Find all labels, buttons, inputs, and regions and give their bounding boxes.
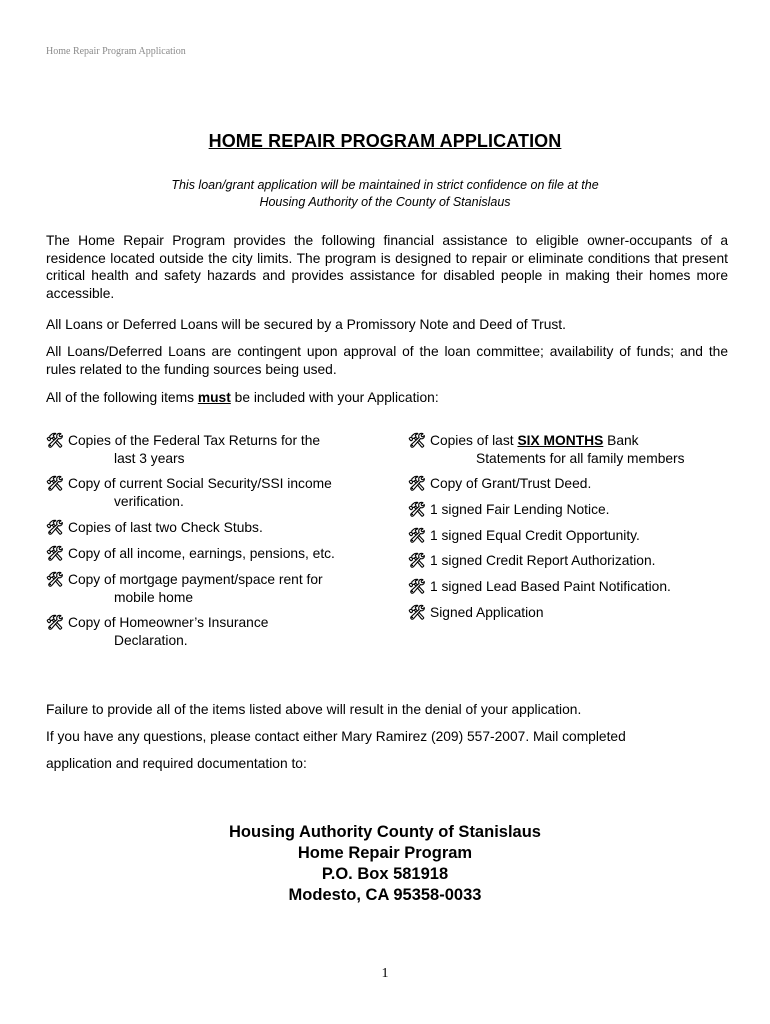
denial-warning: Failure to provide all of the items listed above will result in the denial of your application. xyxy=(46,702,582,717)
list-item xyxy=(46,571,323,606)
tools-icon: 🛠 xyxy=(408,552,426,568)
address-line: Housing Authority County of Stanislaus xyxy=(229,823,541,841)
tools-icon: 🛠 xyxy=(46,432,64,448)
item-text: Copy of current Social Security/SSI income xyxy=(68,476,332,491)
mailing-address xyxy=(0,822,770,906)
tools-icon: 🛠 xyxy=(46,545,64,561)
list-item xyxy=(46,432,320,467)
item-text: 1 signed Lead Based Paint Notification. xyxy=(430,579,671,594)
item-text-continued: last 3 years xyxy=(114,450,185,466)
address-line: Modesto, CA 95358-0033 xyxy=(288,886,482,904)
items-intro-before: All of the following items xyxy=(46,390,198,405)
list-item xyxy=(46,545,335,563)
item-text: Signed Application xyxy=(430,605,544,620)
item-text: Copy of Grant/Trust Deed. xyxy=(430,476,592,491)
contact-line: If you have any questions, please contact either Mary Ramirez (209) 557-2007. Mail completed xyxy=(46,729,626,744)
security-note: All Loans or Deferred Loans will be secured by a Promissory Note and Deed of Trust. xyxy=(46,317,566,332)
list-item xyxy=(408,578,671,596)
page-number: 1 xyxy=(381,966,389,981)
page-title: HOME REPAIR PROGRAM APPLICATION xyxy=(208,131,562,151)
six-months-emphasis: SIX MONTHS xyxy=(517,433,604,448)
mailing-instruction: application and required documentation to: xyxy=(46,756,307,771)
item-text-continued: verification. xyxy=(114,493,184,509)
list-item xyxy=(46,475,332,510)
list-item xyxy=(408,552,655,570)
tools-icon: 🛠 xyxy=(408,501,426,517)
tools-icon: 🛠 xyxy=(46,519,64,535)
list-item xyxy=(408,604,544,622)
item-text: Copy of mortgage payment/space rent for xyxy=(68,572,323,587)
item-text: Copies of the Federal Tax Returns for the xyxy=(68,433,321,448)
tools-icon: 🛠 xyxy=(46,614,64,630)
item-text: 1 signed Credit Report Authorization. xyxy=(430,553,656,568)
item-text: Copies of last two Check Stubs. xyxy=(68,520,263,535)
tools-icon: 🛠 xyxy=(46,571,64,587)
list-item xyxy=(408,527,640,545)
address-line: Home Repair Program xyxy=(297,844,473,862)
program-description: The Home Repair Program provides the following financial assistance to eligible owner-occupants of a residence located outside the city limits. The program is designed to repair or eliminate conditions that present critical health and safety hazards and provides assistance for disabled people in making their homes more accessible. xyxy=(46,233,728,301)
item-text: 1 signed Equal Credit Opportunity. xyxy=(430,528,640,543)
tools-icon: 🛠 xyxy=(408,527,426,543)
tools-icon: 🛠 xyxy=(408,604,426,620)
item-text: Copy of Homeowner’s Insurance xyxy=(68,615,269,630)
item-text-continued: mobile home xyxy=(114,589,193,605)
tools-icon: 🛠 xyxy=(46,475,64,491)
tools-icon: 🛠 xyxy=(408,432,426,448)
item-text-after: Bank xyxy=(603,433,639,448)
contingency-note: All Loans/Deferred Loans are contingent upon approval of the loan committee; availability of funds; and the rules related to the funding sources being used. xyxy=(46,344,728,377)
running-header: Home Repair Program Application xyxy=(46,46,186,57)
items-intro-emphasis: must xyxy=(197,390,231,405)
item-text: Copy of all income, earnings, pensions, etc. xyxy=(68,546,335,561)
tools-icon: 🛠 xyxy=(408,578,426,594)
item-text: 1 signed Fair Lending Notice. xyxy=(430,502,610,517)
list-item xyxy=(408,501,609,519)
list-item xyxy=(408,475,591,493)
subtitle-line: This loan/grant application will be maintained in strict confidence on file at the xyxy=(171,178,599,192)
list-item xyxy=(46,614,268,649)
subtitle-line: Housing Authority of the County of Stanislaus xyxy=(259,195,511,209)
item-text-continued: Statements for all family members xyxy=(476,450,685,466)
items-intro xyxy=(46,389,728,407)
list-item xyxy=(408,432,685,467)
item-text-before: Copies of last xyxy=(430,433,518,448)
list-item xyxy=(46,519,263,537)
confidentiality-note xyxy=(0,177,770,211)
item-text xyxy=(408,432,685,450)
tools-icon: 🛠 xyxy=(408,475,426,491)
items-intro-after: be included with your Application: xyxy=(230,390,439,405)
item-text-continued: Declaration. xyxy=(114,632,188,648)
address-line: P.O. Box 581918 xyxy=(321,865,449,883)
